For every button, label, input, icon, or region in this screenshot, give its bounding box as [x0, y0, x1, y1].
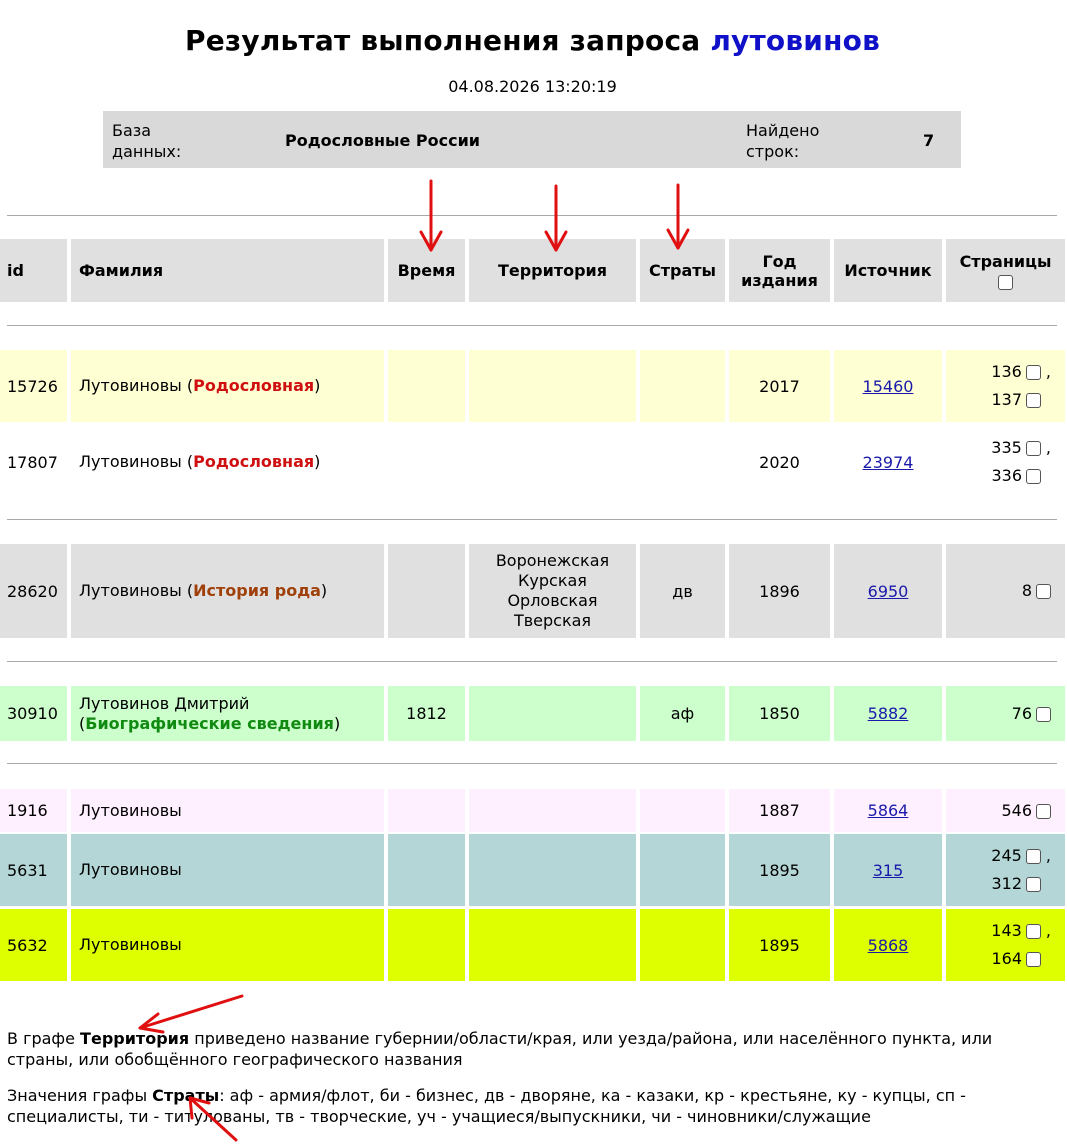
cell-pages	[946, 909, 1065, 981]
cell-territory	[469, 544, 636, 638]
cell-time	[388, 686, 465, 741]
col-strata: Страты	[640, 239, 725, 302]
cell-source	[834, 686, 942, 741]
page-checkbox[interactable]	[1026, 365, 1041, 380]
cell-year	[729, 424, 830, 500]
info-bar	[103, 111, 961, 168]
page-entry	[1012, 700, 1051, 728]
cell-id	[0, 686, 67, 741]
table-row	[0, 350, 1067, 422]
divider	[7, 325, 1057, 326]
page-number: 8	[1021, 581, 1032, 600]
page-entry: 335 ,	[991, 438, 1051, 457]
cell-year	[729, 686, 830, 741]
year-value: 2017	[759, 376, 800, 396]
cell-territory	[469, 350, 636, 422]
page-checkbox[interactable]	[1026, 441, 1041, 456]
table-header	[0, 239, 1067, 302]
pages-list	[991, 842, 1051, 898]
row-id: 15726	[7, 376, 58, 396]
source-link[interactable]: 315	[872, 860, 904, 880]
cell-pages	[946, 350, 1065, 422]
cell-territory	[469, 789, 636, 832]
cell-id	[0, 350, 67, 422]
pages-list	[991, 917, 1051, 973]
surname-name: Лутовиновы	[79, 860, 182, 879]
pages-list	[1001, 797, 1051, 825]
db-label: База данных:	[112, 121, 182, 161]
query-term: лутовинов	[710, 24, 880, 57]
territory-list	[496, 551, 609, 631]
page-number: 335	[991, 438, 1022, 457]
cell-strata	[640, 789, 725, 832]
surname-name: Лутовиновы	[79, 376, 182, 395]
page-entry: 143 ,	[991, 921, 1051, 940]
cell-source	[834, 789, 942, 832]
cell-time	[388, 789, 465, 832]
page-number: 76	[1011, 703, 1032, 723]
record-kind: Родословная	[193, 376, 315, 395]
col-surname: Фамилия	[71, 239, 384, 302]
strata-note: Значения графы Страты: аф - армия/флот, би - бизнес, дв - дворяне, ка - казаки, кр - крестьяне, ку - купцы, сп - специалисты, ти - титулованы, тв - творческие, уч - учащиеся/выпускники, чи - чиновники/служащие	[7, 1086, 966, 1126]
page-checkbox[interactable]	[1036, 707, 1051, 722]
db-name: Родословные России	[285, 131, 481, 150]
territory-item: Курская	[518, 571, 587, 590]
pages-list	[991, 358, 1051, 414]
page-number: 137	[991, 390, 1022, 409]
page-checkbox[interactable]	[1026, 952, 1041, 967]
cell-year	[729, 909, 830, 981]
cell-strata	[640, 686, 725, 741]
territory-item: Воронежская	[495, 551, 610, 570]
source-link[interactable]: 5864	[867, 801, 909, 820]
cell-territory	[469, 909, 636, 981]
cell-id	[0, 834, 67, 906]
surname-text: Лутовинов Дмитрий (Биографические сведения)	[79, 693, 341, 733]
col-year: Год издания	[729, 239, 830, 302]
page-checkbox[interactable]	[1036, 584, 1051, 599]
cell-territory	[469, 424, 636, 500]
row-id: 1916	[7, 801, 48, 820]
cell-strata	[640, 909, 725, 981]
cell-surname	[71, 424, 384, 500]
cell-surname	[71, 350, 384, 422]
arrow-territory-note-icon	[140, 996, 242, 1032]
time-value: 1812	[406, 704, 447, 723]
source-link[interactable]: 5868	[867, 935, 909, 955]
cell-time	[388, 544, 465, 638]
record-kind: Биографические сведения	[85, 713, 334, 733]
pages-list	[991, 434, 1051, 490]
surname-text: Лутовиновы (Родословная)	[79, 376, 321, 395]
surname-name: Лутовиновы	[79, 581, 182, 600]
col-id: id	[0, 239, 67, 302]
surname-text	[79, 801, 182, 821]
year-value: 1850	[759, 704, 800, 723]
page-number: 164	[991, 949, 1022, 968]
source-link[interactable]: 5882	[867, 704, 909, 723]
source-link[interactable]: 23974	[862, 452, 914, 472]
cell-id	[0, 909, 67, 981]
table-row	[0, 909, 1067, 981]
cell-year	[729, 789, 830, 832]
record-kind: Родословная	[193, 452, 315, 471]
row-id: 5631	[7, 860, 48, 880]
table-row	[0, 789, 1067, 832]
page-entry	[1001, 797, 1051, 825]
row-id: 17807	[7, 452, 58, 472]
divider	[7, 215, 1057, 216]
page-checkbox[interactable]	[1026, 469, 1041, 484]
page-entry: 245 ,	[991, 846, 1051, 865]
cell-year	[729, 544, 830, 638]
territory-note: В графе Территория приведено название губернии/области/края, или уезда/района, или населённого пункта, или страны, или обобщённого географического названия	[7, 1029, 993, 1069]
year-value: 1896	[759, 581, 800, 601]
cell-year	[729, 834, 830, 906]
cell-id	[0, 789, 67, 832]
page-number: 546	[1001, 800, 1032, 820]
year-value: 1895	[759, 860, 800, 880]
surname-text	[79, 935, 182, 955]
col-time: Время	[388, 239, 465, 302]
year-value: 1887	[759, 801, 800, 820]
cell-pages	[946, 686, 1065, 741]
table-row	[0, 834, 1067, 906]
page-checkbox[interactable]	[1026, 924, 1041, 939]
strata-value: дв	[672, 581, 693, 601]
page-entry	[991, 945, 1051, 973]
cell-time	[388, 909, 465, 981]
row-id: 28620	[7, 581, 58, 601]
page-entry	[991, 386, 1051, 414]
cell-source	[834, 424, 942, 500]
table-row	[0, 686, 1067, 741]
col-pages: Страницы	[946, 239, 1065, 302]
cell-surname	[71, 789, 384, 832]
cell-id	[0, 544, 67, 638]
surname-name: Лутовиновы	[79, 452, 182, 471]
cell-pages	[946, 424, 1065, 500]
page-entry	[991, 462, 1051, 490]
page-checkbox[interactable]	[1026, 393, 1041, 408]
cell-source	[834, 834, 942, 906]
select-all-checkbox[interactable]	[998, 275, 1013, 290]
cell-id	[0, 424, 67, 500]
page-number: 136	[991, 362, 1022, 381]
cell-source	[834, 544, 942, 638]
cell-territory	[469, 686, 636, 741]
row-id: 30910	[7, 704, 58, 723]
surname-text: Лутовиновы (Родословная)	[79, 452, 321, 471]
page-entry	[991, 870, 1051, 898]
request-datetime: 04.08.2026 13:20:19	[448, 77, 617, 96]
page-number: 143	[991, 921, 1022, 940]
cell-strata	[640, 424, 725, 500]
page-checkbox[interactable]	[1026, 877, 1041, 892]
source-link[interactable]: 6950	[867, 581, 909, 601]
cell-time	[388, 350, 465, 422]
surname-name: Лутовинов Дмитрий	[79, 693, 250, 713]
divider	[7, 661, 1057, 662]
cell-source	[834, 909, 942, 981]
cell-surname	[71, 686, 384, 741]
page-number: 312	[991, 874, 1022, 893]
year-value: 1895	[759, 935, 800, 955]
title-prefix: Результат выполнения запроса	[184, 24, 701, 57]
territory-item: Тверская	[513, 611, 592, 630]
surname-name: Лутовиновы	[79, 800, 182, 820]
cell-strata	[640, 350, 725, 422]
table-row	[0, 544, 1067, 638]
territory-item: Орловская	[507, 591, 598, 610]
divider	[7, 519, 1057, 520]
source-link[interactable]: 15460	[862, 376, 914, 396]
page-entry	[1022, 577, 1051, 605]
cell-pages	[946, 789, 1065, 832]
page-checkbox[interactable]	[1036, 804, 1051, 819]
found-label: Найдено строк:	[746, 121, 820, 161]
pages-list	[1022, 577, 1051, 605]
surname-text	[79, 860, 182, 880]
year-value: 2020	[759, 452, 800, 472]
surname-name: Лутовиновы	[79, 935, 182, 954]
cell-source	[834, 350, 942, 422]
found-count: 7	[923, 131, 935, 150]
cell-time	[388, 424, 465, 500]
cell-surname	[71, 909, 384, 981]
page-title	[0, 24, 1065, 57]
page-checkbox[interactable]	[1026, 849, 1041, 864]
surname-text: Лутовиновы (История рода)	[79, 581, 328, 600]
col-territory: Территория	[469, 239, 636, 302]
page-number: 336	[991, 466, 1022, 485]
col-source: Источник	[834, 239, 942, 302]
record-kind: История рода	[193, 581, 321, 600]
divider	[7, 763, 1057, 764]
cell-strata	[640, 544, 725, 638]
cell-pages	[946, 544, 1065, 638]
table-row	[0, 424, 1067, 500]
page-entry: 136 ,	[991, 362, 1051, 381]
cell-year	[729, 350, 830, 422]
cell-pages	[946, 834, 1065, 906]
cell-strata	[640, 834, 725, 906]
pages-list	[1012, 700, 1051, 728]
cell-surname	[71, 834, 384, 906]
cell-time	[388, 834, 465, 906]
row-id: 5632	[7, 935, 48, 955]
strata-value: аф	[670, 704, 695, 723]
cell-surname	[71, 544, 384, 638]
page-number: 245	[991, 846, 1022, 865]
cell-territory	[469, 834, 636, 906]
